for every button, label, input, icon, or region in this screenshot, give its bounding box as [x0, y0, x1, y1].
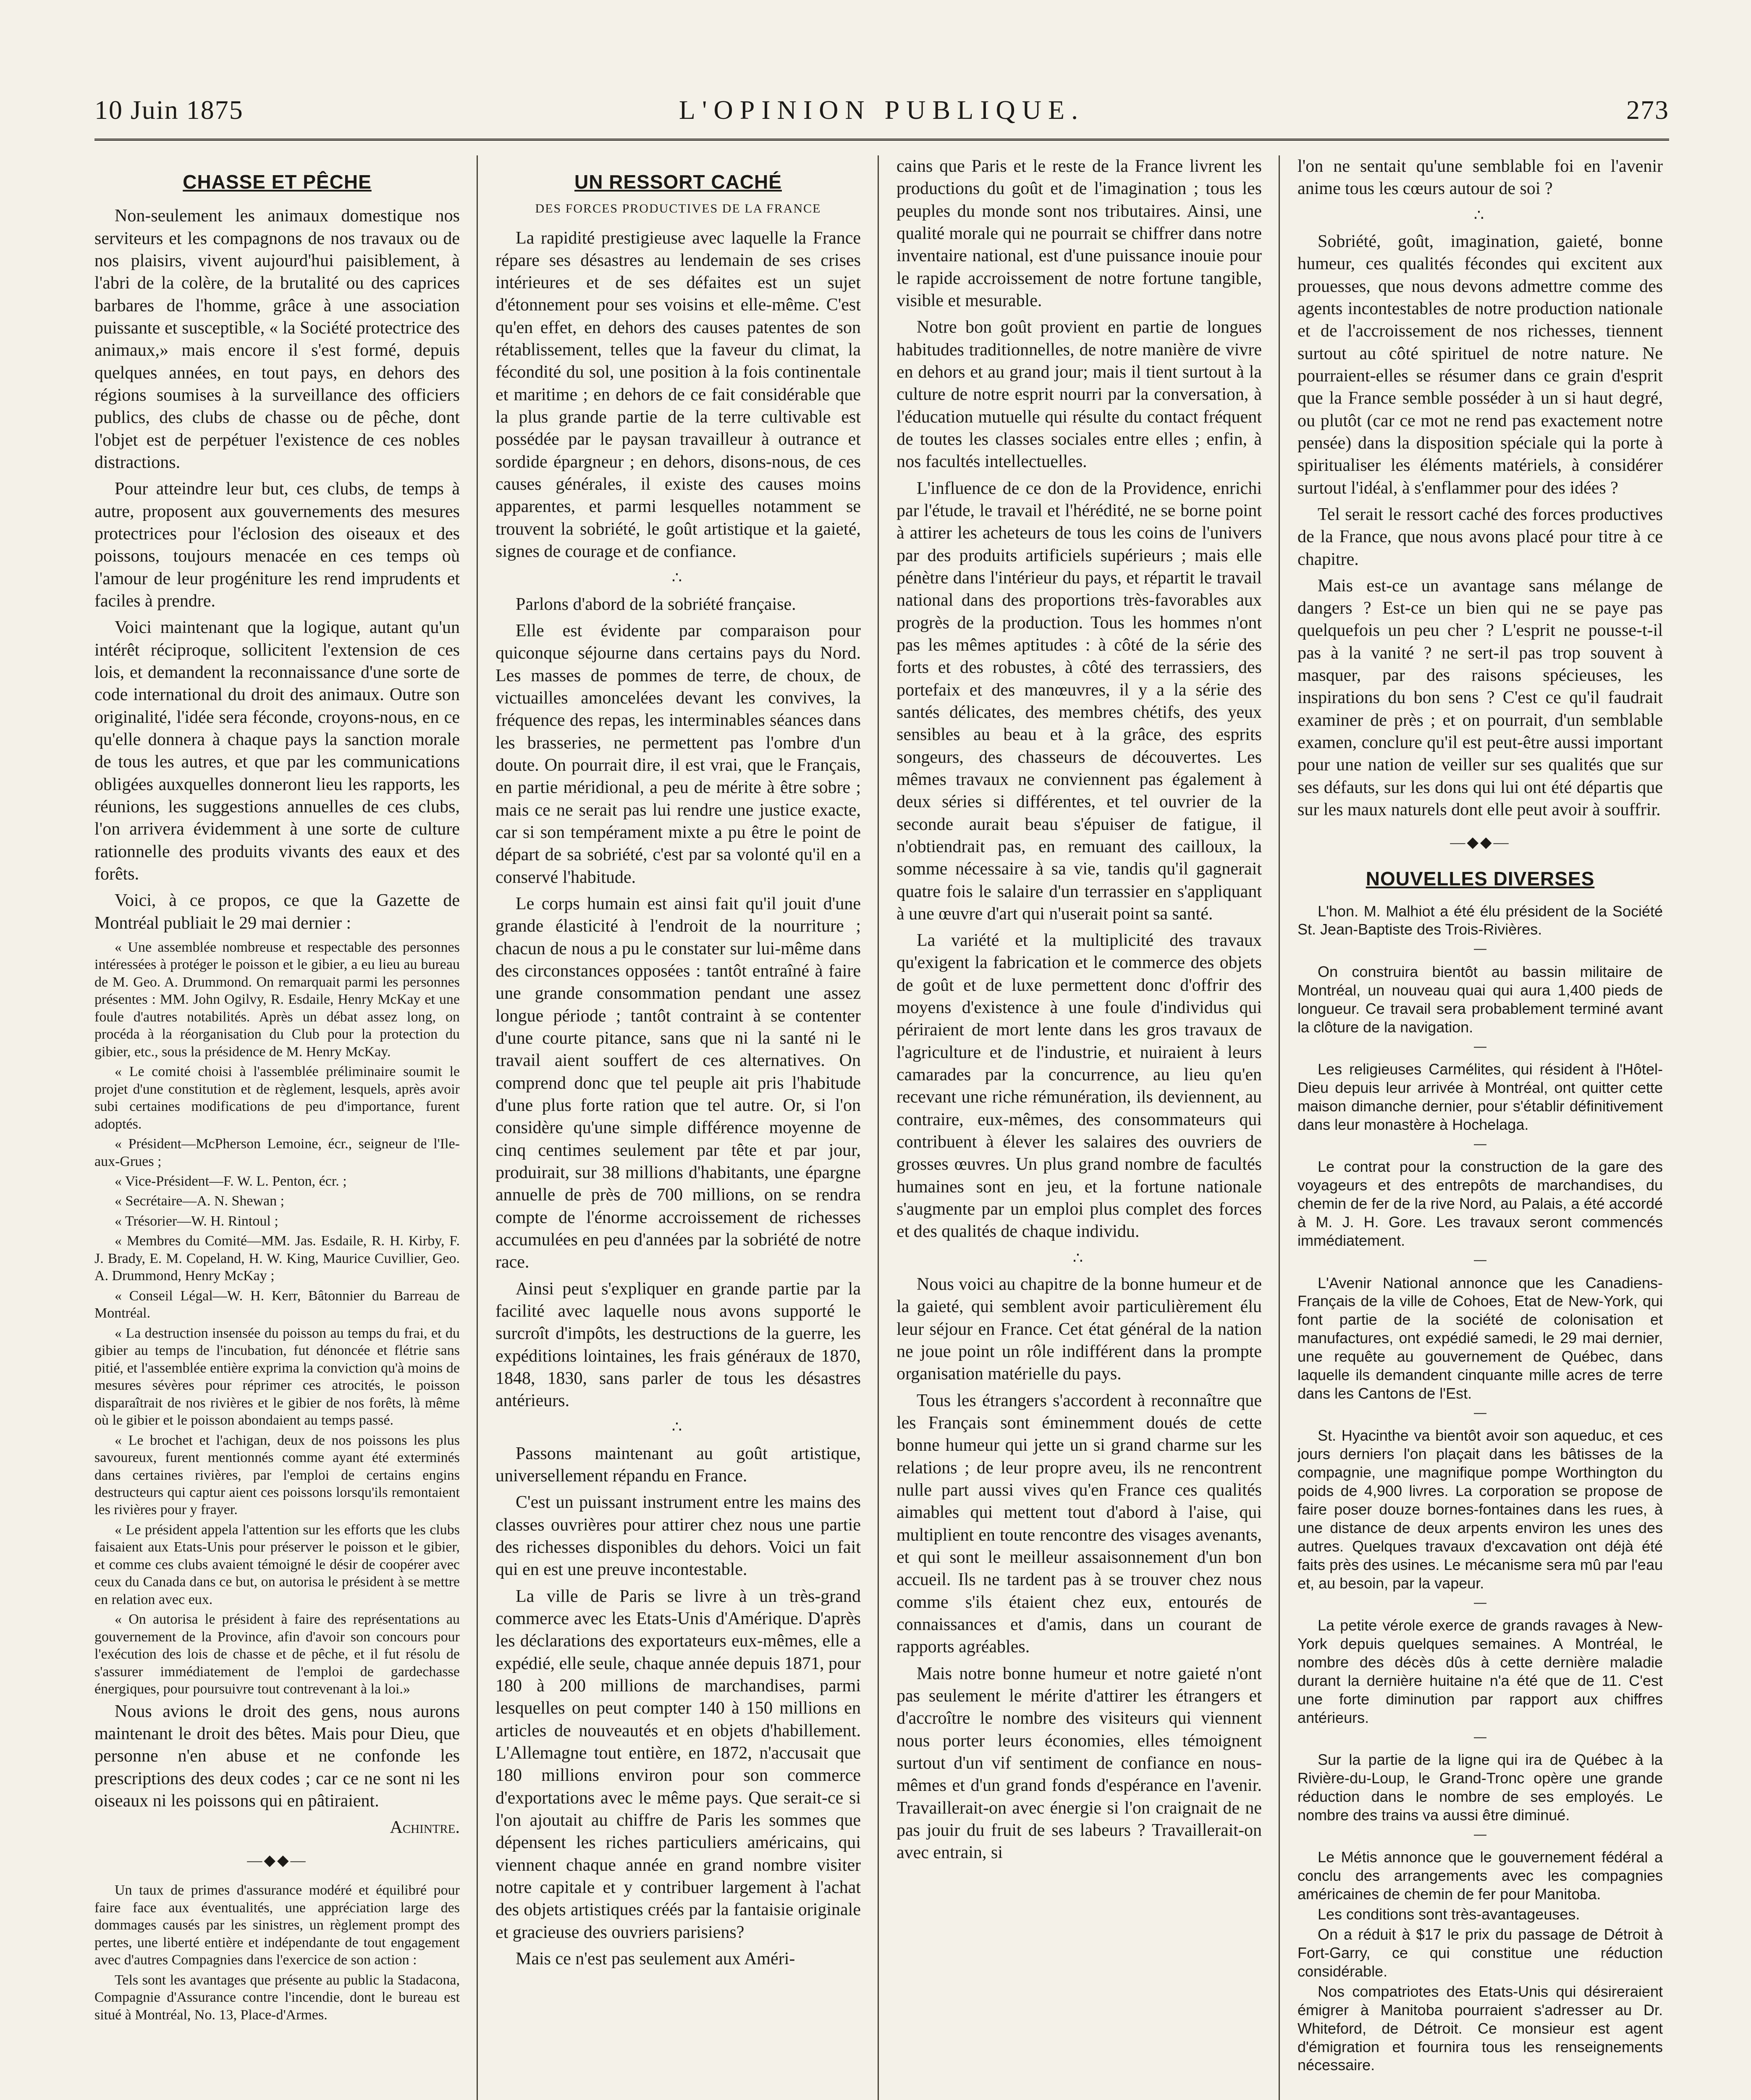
asterism-ornament: ∴: [671, 569, 685, 587]
quote-paragraph: « Une assemblée nombreuse et respectable des personnes intéressées à protéger le poisson et le gibier, a eu lieu au bureau de M. Geo. A. Drummond. On remarquait parmi les personnes présentes : MM. John Ogilvy, R. Esdaile, Henry McKay et une foule d'autres notabilités. Après un débat assez long, on procéda à la réorganisation du Club pour la protection du gibier, etc., sous la présidence de M. Henry McKay.: [94, 939, 460, 1060]
news-item: Les religieuses Carmélites, qui résident à l'Hôtel-Dieu depuis leur arrivée à Montréal, ont quitter cette maison dimanche dernier, pour s'établir définitivement dans leur monastère à Hochelaga.: [1298, 1060, 1663, 1133]
column-3: [896, 155, 1262, 2100]
paragraph: Tel serait le ressort caché des forces productives de la France, que nous avons placé pour titre à ce chapitre.: [1298, 504, 1663, 569]
ornament-divider: —◆◆—: [1450, 834, 1510, 851]
paragraph: Sobriété, goût, imagination, gaieté, bonne humeur, ces qualités fécondes qui excitent aux prouesses, que nous devons admettre comme des agents incontestables de notre production nationale et de l'accroissement de nos richesses, tiennent surtout au côté spirituel de notre nature. Ne pourraient-elles se résumer dans ce grain d'esprit que la France semble posséder à un si haut degré, ou plutôt (car ce mot ne rend pas exactement notre pensée) dans la disposition spéciale qui la porte à spiritualiser les éléments matériels, à considérer surtout l'idéal, à s'enflammer pour des idées ?: [1298, 231, 1663, 498]
quote-paragraph: « Le brochet et l'achigan, deux de nos poissons les plus savoureux, furent mentionnés comme ayant été exterminés dans certaines rivières, par l'emploi de certains engins destructeurs qui captur aient ces poissons lorsqu'ils remontaient les rivières pour y frayer.: [94, 1432, 460, 1518]
news-item: Les conditions sont très-avantageuses.: [1318, 1906, 1580, 1923]
paragraph: Ainsi peut s'expliquer en grande partie par la facilité avec laquelle nous avons supporté le surcroît d'impôts, les destructions de la guerre, les expéditions lointaines, les frais généraux de 1870, 1848, 1830, sans parler de tous les désastres antérieurs.: [495, 1279, 861, 1411]
news-item: La petite vérole exerce de grands ravages à New-York depuis quelques semaines. A Montréal, le nombre des décès dûs à cette dernière maladie durant la dernière huitaine n'a été que de 11. C'est une forte diminution par rapport aux chiffres antérieurs.: [1298, 1617, 1663, 1726]
notice-paragraph: Un taux de primes d'assurance modéré et équilibré pour faire face aux éventualités, une appréciation large des dommages causés par les sinistres, un règlement prompt des pertes, une liberté entière et indépendante de tout engagement avec d'autres Compagnies dans l'exercice de son action :: [94, 1882, 460, 1968]
paragraph: Le corps humain est ainsi fait qu'il jouit d'une grande élasticité à l'endroit de la nourriture ; chacun de nous a pu le constater sur lui-même dans des circonstances opposées : tantôt entraîné à faire une grande consommation pendant une assez longue période ; tantôt contraint à se contenter d'une courte pitance, sans que ni la santé ni le travail aient souffert de ces alternatives. On comprend donc que tel peuple ait pris l'habitude d'une plus forte ration que tel autre. Or, si l'on considère qu'une simple différence moyenne de cinq centimes seulement par tête et par jour, produirait, sur 38 millions d'habitants, une épargne annuelle de près de 700 millions, on se rendra compte de l'énorme accroissement de richesses accumulées en peu d'années par la sobriété de notre race.: [495, 894, 861, 1272]
column-4: [1298, 155, 1663, 2100]
news-separator: —: [1474, 1252, 1486, 1267]
paragraph: cains que Paris et le reste de la France livrent les productions du goût et de l'imagination ; tous les peuples du monde sont nos tributaires. Ainsi, une qualité morale qui ne pourrait se chiffrer dans notre inventaire national, est d'une puissance inouie pour le rapide accroissement de notre fortune tangible, visible et mesurable.: [896, 157, 1262, 310]
paragraph: Non-seulement les animaux domestique nos serviteurs et les compagnons de nos travaux ou de nos plaisirs, vivent aujourd'hui paisiblement, à l'abri de la colère, de la brutalité ou des caprices barbares de l'homme, grâce à une association puissante et susceptible, « la Société protectrice des animaux,» mais encore il s'est formé, depuis quelques années, en tout pays, en dehors des régions soumises à la surveillance des officiers publics, des clubs de chasse ou de pêche, dont l'objet est de perpétuer l'existence de ces nobles distractions.: [94, 206, 460, 472]
paragraph: Notre bon goût provient en partie de longues habitudes traditionnelles, de notre manière de vivre en dehors et au grand jour; mais il tient surtout à la culture de notre esprit nourri par la conversation, à l'éducation mutuelle qui résulte du contact fréquent de toutes les classes sociales entre elles ; enfin, à nos facultés intellectuelles.: [896, 318, 1262, 472]
quote-paragraph: « Le président appela l'attention sur les efforts que les clubs faisaient aux Etats-Unis pour préserver le poisson et le gibier, et comme ces clubs avaient témoigné le désir de coopérer avec ceux du Canada dans ce but, on autorisa le président à se mettre en relation avec eux.: [94, 1522, 460, 1607]
news-separator: —: [1474, 1827, 1486, 1841]
news-item: St. Hyacinthe va bientôt avoir son aqueduc, et ces jours derniers l'on plaçait dans les bâtisses de la compagnie, une magnifique pompe Worthington du poids de 4,900 livres. La corporation se propose de faire poser douze bornes-fontaines dans les rues, à une distance de deux arpents environ les unes des autres. Quelques travaux d'excavation ont déjà été faits près des usines. Le mécanisme sera mû par l'eau et, au besoin, par la vapeur.: [1298, 1427, 1663, 1592]
column-rule: [1279, 155, 1280, 2100]
paragraph: l'on ne sentait qu'une semblable foi en l'avenir anime tous les cœurs autour de soi ?: [1298, 157, 1663, 199]
ornament-divider: —◆◆—: [247, 1851, 307, 1869]
masthead: [94, 94, 1669, 136]
paragraph: Mais notre bonne humeur et notre gaieté n'ont pas seulement le mérite d'attirer les étrangers et d'accroître le nombre des visiteurs qui viennent nous porter leurs économies, elles témoignent surtout d'un vif sentiment de confiance en nous-mêmes et d'un grand fonds d'espérance en l'avenir. Travaillerait-on avec énergie si l'on craignait de ne pas jouir du fruit de ses labeurs ? Travaillerait-on avec entrain, si: [896, 1664, 1262, 1863]
news-item: Le Métis annonce que le gouvernement fédéral a conclu des arrangements avec les compagnies américaines de chemin de fer pour Manitoba.: [1298, 1848, 1663, 1903]
quote-paragraph: « On autorisa le président à faire des représentations au gouvernement de la Province, afin d'avoir son concours pour l'exécution des lois de chasse et de pêche, et il fut résolu de s'assurer immédiatement de l'emploi de gardechasse énergiques, pour poursuivre tout contrevenant à la loi.»: [94, 1612, 460, 1697]
column-rule: [878, 155, 879, 2100]
quote-paragraph: « Trésorier—W. H. Rintoul ;: [115, 1213, 278, 1229]
article-heading-chasse: CHASSE ET PÊCHE: [183, 171, 372, 193]
quote-paragraph: « Secrétaire—A. N. Shewan ;: [115, 1193, 285, 1209]
asterism-ornament: ∴: [1473, 206, 1487, 224]
column-2: [495, 155, 861, 2100]
asterism-ornament: ∴: [1072, 1249, 1086, 1267]
article-subheading: DES FORCES PRODUCTIVES DE LA FRANCE: [535, 202, 821, 216]
paragraph: L'influence de ce don de la Providence, enrichi par l'étude, le travail et l'hérédité, ne se borne point à attirer les acheteurs de tous les coins de l'univers par des produits artificiels supérieurs ; mais elle pénètre dans l'intérieur du pays, et répartit le travail national dans des proportions très-favorables aux progrès de la production. Tous les hommes n'ont pas les mêmes aptitudes : à côté de la série des forts et des robustes, à côté des terrassiers, des portefaix et des manœuvres, il y a la série des santés délicates, des membres chétifs, des yeux sensibles au beau et à la grâce, des esprits songeurs, des chasseurs de découvertes. Les mêmes travaux ne conviennent pas également à deux séries si différentes, et tel ouvrier de la seconde aurait beau s'épuiser de fatigue, il n'obtiendrait pas, en remuant des cailloux, la somme nécessaire à sa vie, tandis qu'il gagnerait quatre fois le salaire d'un terrassier en s'appliquant à une œuvre d'art qui n'userait point sa santé.: [896, 478, 1262, 924]
masthead-rule: [94, 139, 1669, 141]
paragraph: Tous les étrangers s'accordent à reconnaître que les Français sont éminemment doués de cette bonne humeur qui jette un si grand charme sur les relations ; de leur propre aveu, ils ne rencontrent nulle part aussi vives qu'en France ces qualités aimables qui mettent tout d'abord à l'aise, qui multiplient en toute rencontre des visages avenants, et qui sont le meilleur assaisonnement d'un bon accueil. Ils ne tardent pas à se trouver chez nous comme s'ils étaient chez eux, entourés de connaissances et d'amis, dans un courant de rapports agréables.: [896, 1391, 1262, 1657]
quoted-report: [94, 939, 460, 1698]
article-heading-ressort: UN RESSORT CACHÉ: [574, 171, 782, 193]
paragraph: La variété et la multiplicité des travaux qu'exigent la fabrication et le commerce des objets de goût et de luxe permettent donc d'offrir des moyens d'existence à une foule d'individus qui périraient de mort lente dans les gros travaux de l'agriculture et de l'industrie, et nuiraient à leurs camarades par la concurrence, au lieu qu'en recevant une riche rémunération, ils deviennent, au contraire, eux-mêmes, des consommateurs qui contribuent à élever les salaires des ouvriers de grosses œuvres. Un plus grand nombre de facultés humaines sont en jeu, et la fortune nationale s'augmente par un emploi plus complet des forces et des qualités de chaque individu.: [896, 931, 1262, 1242]
news-item: On construira bientôt au bassin militaire de Montréal, un nouveau quai qui aura 1,400 pieds de longueur. Ce travail sera probablement terminé avant la clôture de la navigation.: [1298, 963, 1663, 1036]
news-separator: —: [1474, 1039, 1486, 1053]
paragraph: Pour atteindre leur but, ces clubs, de temps à autre, proposent aux gouvernements des mesures protectrices pour l'éclosion des oiseaux et des poissons, toujours menacée en ces temps où l'amour de leur progéniture les rend imprudents et faciles à prendre.: [94, 479, 460, 611]
news-heading: NOUVELLES DIVERSES: [1366, 868, 1595, 890]
author-signature: Achintre.: [390, 1818, 460, 1838]
issue-date: 10 Juin 1875: [94, 95, 244, 125]
news-item: L'Avenir National annonce que les Canadiens-Français de la ville de Cohoes, Etat de New-York, qui font partie de la société de colonisation et manufactures, ont expédié samedi, le 29 mai dernier, une requête au gouvernement de Québec, dans laquelle ils demandent cinquante mille acres de terre dans les Cantons de l'Est.: [1298, 1274, 1663, 1402]
newspaper-title: L'OPINION PUBLIQUE.: [679, 95, 1085, 125]
news-separator: —: [1474, 1730, 1486, 1744]
news-separator: —: [1474, 1595, 1486, 1609]
page-number: 273: [1626, 95, 1669, 125]
news-separator: —: [1474, 1137, 1486, 1151]
insurance-notice: [94, 1882, 460, 2024]
news-item: Nos compatriotes des Etats-Unis qui désireraient émigrer à Manitoba pourraient s'adresser au Dr. Whiteford, de Détroit. Ce monsieur est agent d'émigration et fournira tous les renseignements nécessaire.: [1298, 1982, 1663, 2074]
quote-paragraph: « La destruction insensée du poisson au temps du frai, et du gibier au temps de l'incubation, fut dénoncée et flétrie sans pitié, et l'assemblée entière exprima la conviction qu'à moins de mesures sévères pour réprimer ces atrocités, le poisson disparaîtrait de nos rivières et le gibier de nos forêts, là même où le gibier et le poisson abondaient au temps passé.: [94, 1325, 460, 1428]
column-rule: [477, 155, 478, 2100]
news-separator: —: [1474, 942, 1486, 956]
paragraph: Passons maintenant au goût artistique, universellement répandu en France.: [495, 1444, 861, 1486]
notice-paragraph: Tels sont les avantages que présente au public la Stadacona, Compagnie d'Assurance contre l'incendie, dont le bureau est situé à Montréal, No. 13, Place-d'Armes.: [94, 1972, 460, 2023]
news-separator: —: [1474, 1405, 1486, 1420]
news-item: Sur la partie de la ligne qui ira de Québec à la Rivière-du-Loup, le Grand-Tronc opère une grande réduction dans le nombre de ses employés. Le nombre des trains va aussi être diminué.: [1298, 1751, 1663, 1824]
quote-paragraph: « Président—McPherson Lemoine, écr., seigneur de l'Ile-aux-Grues ;: [94, 1136, 460, 1169]
news-item: Le contrat pour la construction de la gare des voyageurs et des entrepôts de marchandises, du chemin de fer de la rive Nord, au Palais, a été accordé à M. J. H. Gore. Les travaux seront commencés immédiatement.: [1298, 1158, 1663, 1250]
column-1: [94, 155, 460, 2100]
paragraph: Mais est-ce un avantage sans mélange de dangers ? Est-ce un bien qui ne se paye pas quelquefois un peu cher ? L'esprit ne pousse-t-il pas à la vanité ? ne sert-il pas trop souvent à masquer, par des raisons spécieuses, les inspirations du bon sens ? C'est ce qu'il faudrait examiner de près ; et on pourrait, d'un semblable examen, conclure qu'il est peut-être aussi important pour une nation de veiller sur ses qualités que sur ses défauts, sur les dons qui lui ont été départis que sur les maux naturels dont elle peut avoir à souffrir.: [1298, 576, 1663, 820]
paragraph: La rapidité prestigieuse avec laquelle la France répare ses désastres au lendemain de ses crises intérieures et de ses défaites est un sujet d'étonnement pour ses voisins et elle-même. C'est qu'en effet, en dehors des causes patentes de son rétablissement, telles que la faveur du climat, la fécondité du sol, une position à la fois continentale et maritime ; en dehors de ce fait considérable que la plus grande partie de la terre cultivable est possédée par le paysan travailleur à outrance et sordide épargneur ; en dehors, disons-nous, de ces causes générales, il existe des causes moins apparentes, et parmi lesquelles notamment se trouvent la sobriété, le goût artistique et la gaieté, signes de courage et de confiance.: [495, 228, 861, 562]
quote-paragraph: « Vice-Président—F. W. L. Penton, écr. ;: [115, 1173, 347, 1189]
paragraph: C'est un puissant instrument entre les mains des classes ouvrières pour attirer chez nous une partie des richesses disponibles du dehors. Voici un fait qui en est une preuve incontestable.: [495, 1493, 861, 1580]
asterism-ornament: ∴: [671, 1418, 685, 1436]
paragraph: Nous voici au chapitre de la bonne humeur et de la gaieté, qui semblent avoir particulièrement élu leur séjour en France. Cet état général de la nation ne joue point un rôle indifférent dans la prompte organisation matérielle du pays.: [896, 1275, 1262, 1384]
quote-paragraph: « Le comité choisi à l'assemblée préliminaire soumit le projet d'une constitution et de règlement, lesquels, après avoir subi certaines modifications de peu d'importance, furent adoptés.: [94, 1064, 460, 1132]
paragraph: Voici, à ce propos, ce que la Gazette de Montréal publiait le 29 mai dernier :: [94, 891, 460, 933]
quote-paragraph: « Membres du Comité—MM. Jas. Esdaile, R. H. Kirby, F. J. Brady, E. M. Copeland, H. W. King, Maurice Cuvillier, Geo. A. Drummond, Henry McKay ;: [94, 1233, 460, 1284]
paragraph: Parlons d'abord de la sobriété française.: [516, 594, 796, 614]
paragraph: Mais ce n'est pas seulement aux Améri-: [516, 1949, 795, 1969]
paragraph: Voici maintenant que la logique, autant qu'un intérêt réciproque, sollicitent l'extension de ces lois, et demandent la reconnaissance d'une sorte de code international du droit des animaux. Outre son originalité, l'idée sera féconde, croyons-nous, en ce qu'elle donnera à chaque pays la sanction morale de tous les autres, et que par les communications obligées auxquelles donneront lieu les rapports, les réunions, les suggestions annuelles de ces clubs, l'on arrivera évidemment à une sorte de culture rationnelle des produits vivants des eaux et des forêts.: [94, 618, 460, 884]
paragraph: Nous avions le droit des gens, nous aurons maintenant le droit des bêtes. Mais pour Dieu, que personne n'en abuse et ne confonde les prescriptions des deux codes ; car ce ne sont ni les oiseaux ni les poissons qui en pâtiraient.: [94, 1701, 460, 1811]
paragraph: La ville de Paris se livre à un très-grand commerce avec les Etats-Unis d'Amérique. D'après les déclarations des exportateurs eux-mêmes, elle a expédié, elle seule, chaque année depuis 1871, pour 180 à 200 millions de marchandises, parmi lesquelles on peut compter 140 à 150 millions en articles de nouveautés et en objets d'habillement. L'Allemagne tout entière, en 1872, n'accusait que 180 millions environ pour son commerce d'exportations avec le même pays. Que serait-ce si l'on ajoutait au chiffre de Paris les sommes que dépensent les riches particuliers américains, qui viennent chaque année en grand nombre visiter notre capitale et y contribuer largement à l'achat des objets artistiques créés par la fantaisie originale et gracieuse des ouvriers parisiens?: [495, 1586, 861, 1942]
news-items: [1298, 902, 1663, 2075]
news-item: On a réduit à $17 le prix du passage de Détroit à Fort-Garry, ce qui constitue une réduction considérable.: [1298, 1926, 1663, 1980]
news-item: L'hon. M. Malhiot a été élu président de la Société St. Jean-Baptiste des Trois-Rivières.: [1298, 902, 1663, 938]
quote-paragraph: « Conseil Légal—W. H. Kerr, Bâtonnier du Barreau de Montréal.: [94, 1288, 460, 1321]
paragraph: Elle est évidente par comparaison pour quiconque séjourne dans certains pays du Nord. Les masses de pommes de terre, de choux, de victuailles amoncelées devant les convives, la fréquence des repas, les interminables séances dans les brasseries, ne permettent pas l'ombre d'un doute. On pourrait dire, il est vrai, que le Français, en partie méridional, a peu de mérite à être sobre ; mais ce ne serait pas lui rendre une justice exacte, car si son tempérament mixte a pu être le point de départ de sa sobriété, c'est par sa volonté qu'il en a conservé l'habitude.: [495, 621, 861, 887]
